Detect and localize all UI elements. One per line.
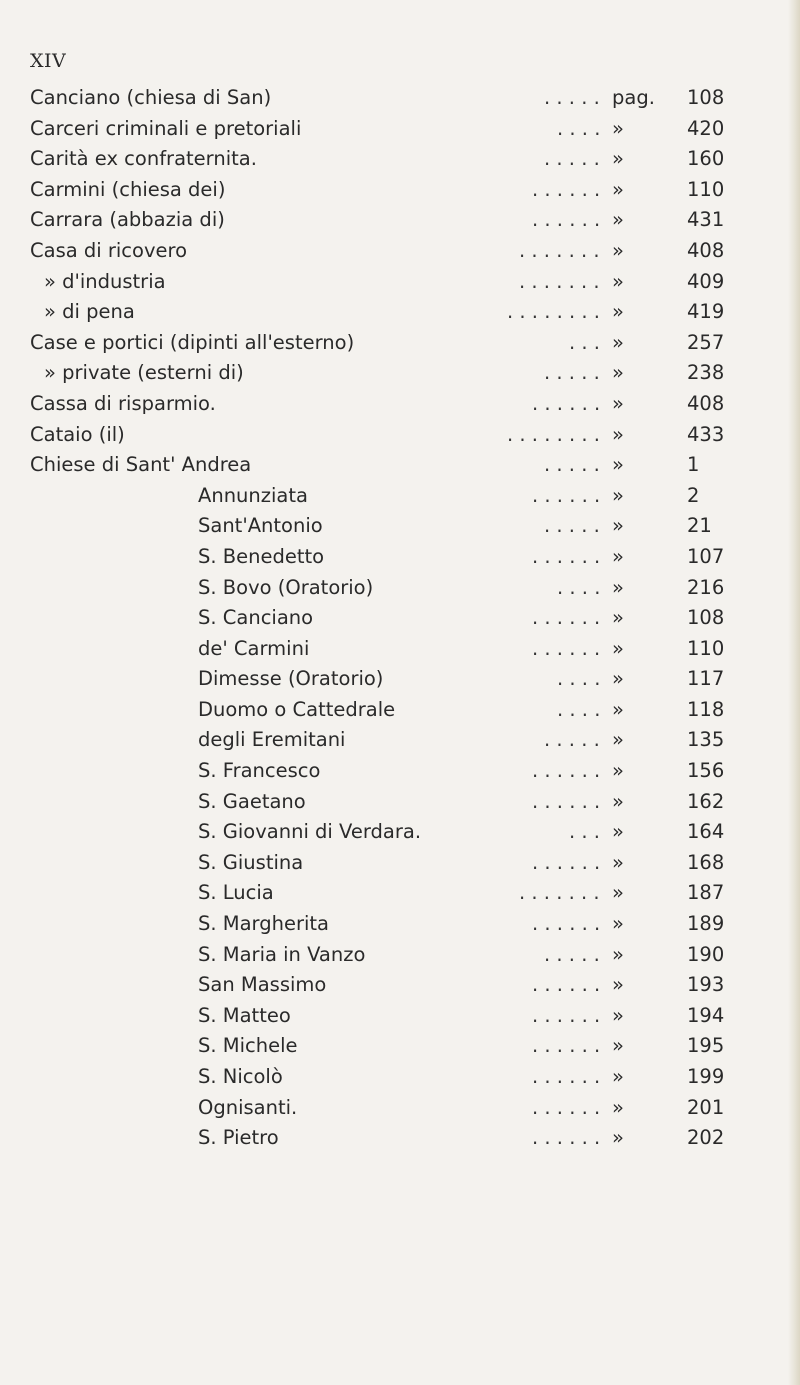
dot-leader: . . . . . . — [532, 1034, 601, 1058]
page-reference-marker: » — [612, 881, 624, 905]
page-reference-marker: » — [612, 1126, 624, 1150]
entry-label: Carità ex confraternita. — [30, 147, 257, 171]
entry-label: Canciano (chiesa di San) — [30, 86, 272, 109]
page-number-ref: 419 — [687, 300, 725, 324]
index-entry — [30, 175, 750, 206]
entry-label: Carceri criminali e pretoriali — [30, 116, 302, 140]
dot-leader: . . . . . — [544, 147, 600, 171]
page-reference-marker: » — [612, 330, 624, 354]
page-number: XIV — [30, 50, 67, 72]
page-number-ref: 408 — [687, 238, 725, 262]
index-entry — [30, 664, 750, 695]
index-entry — [30, 144, 750, 175]
entry-label: Ognisanti. — [198, 1095, 298, 1119]
entry-label: Carrara (abbazia di) — [30, 208, 225, 232]
page-reference-marker: » — [612, 575, 624, 599]
dot-leader: . . . . . — [544, 453, 600, 477]
page-reference-marker: » — [612, 300, 624, 324]
page-reference-marker: » — [612, 850, 624, 874]
entry-label: Cassa di risparmio. — [30, 391, 216, 415]
dot-leader: . . . . . . — [532, 544, 601, 568]
page-number-ref: 190 — [687, 942, 725, 966]
page-edge-shadow — [788, 0, 800, 1385]
index-entry — [30, 878, 750, 909]
entry-label: S. Benedetto — [198, 544, 325, 568]
page-number-ref: 201 — [687, 1095, 725, 1119]
index-entry — [30, 114, 750, 145]
entry-label: Dimesse (Oratorio) — [198, 667, 384, 691]
entry-label: Sant'Antonio — [198, 514, 323, 538]
page-reference-marker: » — [612, 116, 624, 140]
index-entry — [30, 848, 750, 879]
entry-label: S. Canciano — [198, 606, 314, 630]
index-entry — [30, 1093, 750, 1124]
entry-label: Cataio (il) — [30, 422, 125, 446]
page-reference-marker: » — [612, 177, 624, 201]
index-entry — [30, 970, 750, 1001]
dot-leader: . . . . . . — [532, 208, 601, 232]
page-reference-marker: » — [612, 789, 624, 813]
page-number-ref: 408 — [687, 391, 725, 415]
index-entry — [30, 1062, 750, 1093]
dot-leader: . . . . . . — [532, 1003, 601, 1027]
entry-label: S. Gaetano — [198, 789, 306, 813]
page-number-ref: 409 — [687, 269, 725, 293]
dot-leader: . . . . — [557, 116, 601, 140]
page-number-ref: 162 — [687, 789, 725, 813]
page-reference-marker: » — [612, 1003, 624, 1027]
page-number-ref: 110 — [687, 636, 725, 660]
page-number-ref: 118 — [687, 697, 725, 721]
dot-leader: . . . . . . — [532, 636, 601, 660]
page-reference-marker: » — [612, 1034, 624, 1058]
page-reference-marker: » — [612, 912, 624, 936]
index-entry — [30, 634, 750, 665]
dot-leader: . . . . — [557, 697, 601, 721]
page-reference-marker: » — [612, 820, 624, 844]
page-number-ref: 21 — [687, 514, 712, 538]
dot-leader: . . . . . — [544, 514, 600, 538]
entry-label: S. Lucia — [198, 881, 274, 905]
dot-leader: . . . . . . — [532, 1065, 601, 1088]
entry-label: S. Matteo — [198, 1003, 291, 1027]
dot-leader: . . . . . — [544, 361, 600, 385]
index-entry — [30, 358, 750, 389]
page-reference-marker: » — [612, 636, 624, 660]
index-entry — [30, 787, 750, 818]
dot-leader: . . . — [569, 820, 600, 844]
page-reference-marker: » — [612, 1065, 624, 1088]
index-entry — [30, 909, 750, 940]
page-reference-marker: » — [612, 697, 624, 721]
entry-label: S. Michele — [198, 1034, 298, 1058]
page-number-ref: 1 — [687, 453, 700, 477]
index-list — [30, 83, 750, 1154]
entry-label: S. Margherita — [198, 912, 329, 936]
page-number-ref: 108 — [687, 86, 725, 109]
dot-leader: . . . . . . . — [519, 881, 600, 905]
page-number-ref: 194 — [687, 1003, 725, 1027]
index-entry — [30, 236, 750, 267]
index-entry — [30, 542, 750, 573]
page-reference-marker: » — [612, 973, 624, 997]
index-entry — [30, 267, 750, 298]
page-number-ref: 168 — [687, 850, 725, 874]
index-entry — [30, 83, 750, 114]
page-number-ref: 216 — [687, 575, 725, 599]
index-entry — [30, 756, 750, 787]
index-entry — [30, 940, 750, 971]
dot-leader: . . . . . . — [532, 483, 601, 507]
dot-leader: . . . . . . . . — [507, 422, 600, 446]
page-reference-marker: » — [612, 269, 624, 293]
page-reference-marker: » — [612, 422, 624, 446]
index-entry — [30, 695, 750, 726]
index-entry — [30, 205, 750, 236]
index-entry — [30, 1001, 750, 1032]
page-number-ref: 160 — [687, 147, 725, 171]
page-reference-marker: » — [612, 147, 624, 171]
dot-leader: . . . . . . — [532, 1095, 601, 1119]
entry-label: S. Pietro — [198, 1126, 279, 1150]
page-number-ref: 195 — [687, 1034, 725, 1058]
entry-label: de' Carmini — [198, 636, 310, 660]
page-number-ref: 431 — [687, 208, 725, 232]
entry-label: S. Francesco — [198, 759, 321, 783]
page-number-ref: 257 — [687, 330, 725, 354]
page-number-ref: 433 — [687, 422, 725, 446]
dot-leader: . . . . . . — [532, 912, 601, 936]
entry-label: Chiese di Sant' Andrea — [30, 453, 252, 477]
entry-label: San Massimo — [198, 973, 327, 997]
index-entry — [30, 328, 750, 359]
dot-leader: . . . . . . — [532, 391, 601, 415]
entry-label: Annunziata — [198, 483, 308, 507]
page-reference-marker: » — [612, 942, 624, 966]
page-reference-marker: » — [612, 728, 624, 752]
entry-label: Carmini (chiesa dei) — [30, 177, 226, 201]
index-entry — [30, 1123, 750, 1154]
dot-leader: . . . . . . — [532, 850, 601, 874]
page-number-ref: 238 — [687, 361, 725, 385]
page-reference-marker: » — [612, 483, 624, 507]
page-reference-marker: » — [612, 1095, 624, 1119]
page-number-ref: 189 — [687, 912, 725, 936]
page-reference-marker: » — [612, 208, 624, 232]
dot-leader: . . . . . . . . — [507, 300, 600, 324]
index-entry — [30, 511, 750, 542]
page-reference-marker: pag. — [612, 86, 655, 109]
page-reference-marker: » — [612, 238, 624, 262]
dot-leader: . . . . — [557, 575, 601, 599]
index-entry — [30, 725, 750, 756]
entry-label: S. Maria in Vanzo — [198, 942, 366, 966]
entry-label: » d'industria — [44, 269, 166, 293]
page-number-ref: 108 — [687, 606, 725, 630]
index-entry — [30, 420, 750, 451]
entry-label: degli Eremitani — [198, 728, 346, 752]
page-reference-marker: » — [612, 391, 624, 415]
page-number-ref: 107 — [687, 544, 725, 568]
dot-leader: . . . . . — [544, 86, 600, 109]
page-number-ref: 420 — [687, 116, 725, 140]
page-reference-marker: » — [612, 514, 624, 538]
page-number-ref: 117 — [687, 667, 725, 691]
dot-leader: . . . . . — [544, 942, 600, 966]
entry-label: Duomo o Cattedrale — [198, 697, 396, 721]
index-entry — [30, 481, 750, 512]
dot-leader: . . . . . — [544, 728, 600, 752]
dot-leader: . . . . . . — [532, 759, 601, 783]
entry-label: S. Nicolò — [198, 1065, 283, 1088]
page-number-ref: 187 — [687, 881, 725, 905]
page-reference-marker: » — [612, 361, 624, 385]
index-entry — [30, 573, 750, 604]
entry-label: Case e portici (dipinti all'esterno) — [30, 330, 355, 354]
index-entry — [30, 817, 750, 848]
entry-label: » di pena — [44, 300, 135, 324]
dot-leader: . . . . . . — [532, 973, 601, 997]
page-number-ref: 199 — [687, 1065, 725, 1088]
index-entry — [30, 389, 750, 420]
page-number-ref: 135 — [687, 728, 725, 752]
page-number-ref: 193 — [687, 973, 725, 997]
dot-leader: . . . . . . . — [519, 238, 600, 262]
page-number-ref: 2 — [687, 483, 700, 507]
entry-label: » private (esterni di) — [44, 361, 244, 385]
index-entry — [30, 603, 750, 634]
page-reference-marker: » — [612, 667, 624, 691]
dot-leader: . . . . . . — [532, 1126, 601, 1150]
dot-leader: . . . . . . — [532, 789, 601, 813]
entry-label: S. Bovo (Oratorio) — [198, 575, 374, 599]
dot-leader: . . . . . . . — [519, 269, 600, 293]
page-number-ref: 156 — [687, 759, 725, 783]
index-entry — [30, 1031, 750, 1062]
dot-leader: . . . . — [557, 667, 601, 691]
page-reference-marker: » — [612, 544, 624, 568]
entry-label: S. Giovanni di Verdara. — [198, 820, 422, 844]
page-number-ref: 110 — [687, 177, 725, 201]
page-reference-marker: » — [612, 606, 624, 630]
dot-leader: . . . . . . — [532, 606, 601, 630]
dot-leader: . . . . . . — [532, 177, 601, 201]
entry-label: Casa di ricovero — [30, 238, 188, 262]
index-entry — [30, 297, 750, 328]
dot-leader: . . . — [569, 330, 600, 354]
page-reference-marker: » — [612, 759, 624, 783]
entry-label: S. Giustina — [198, 850, 304, 874]
page-reference-marker: » — [612, 453, 624, 477]
page-number-ref: 202 — [687, 1126, 725, 1150]
page-number-ref: 164 — [687, 820, 725, 844]
index-entry — [30, 450, 750, 481]
